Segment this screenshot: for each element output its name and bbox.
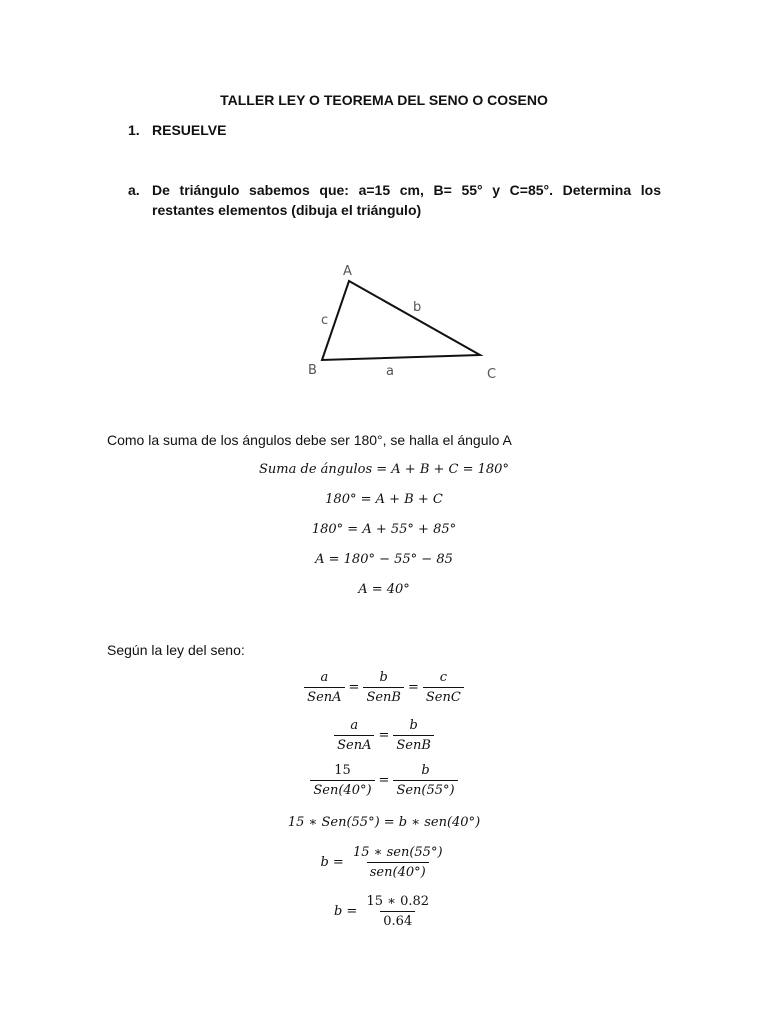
vertex-c-label: C <box>487 367 497 382</box>
sine-law-full: $\frac{a}{\text{SenA}}$ = $\frac{b}{\text{SenB}}$ = $\frac{c}{\text{SenC}}$ <box>0 670 768 705</box>
section-heading <box>128 122 226 138</box>
angle-step-5: A = 40° <box>358 582 410 597</box>
problem-text: De triángulo sabemos que: a=15 cm, B= 55° y C=85°. Determina los restantes elementos (dibuja el triángulo) <box>152 182 661 218</box>
fraction: $\frac{15}{\text{Sen(40°)}}$ <box>310 763 374 798</box>
section-label: RESUELVE <box>152 122 227 138</box>
angle-step-3: 180° = A + 55° + 85° <box>311 522 457 537</box>
triangle-shape <box>322 281 480 360</box>
fraction: $\frac{a}{\text{SenA}}$ <box>334 718 374 753</box>
sine-law-intro: Según la ley del seno: <box>107 642 245 658</box>
fraction: $\frac{b}{\text{Sen(55°)}}$ <box>393 763 457 798</box>
vertex-b-label: B <box>308 363 317 378</box>
angles-intro: Como la suma de los ángulos debe ser 180°, se halla el ángulo A <box>107 432 512 448</box>
triangle-figure <box>298 232 502 388</box>
fraction: $\frac{b}{\text{SenB}}$ <box>363 670 404 705</box>
angle-step-1: Suma de ángulos = A + B + C = 180° <box>259 462 509 477</box>
problem-label: a. <box>128 182 140 198</box>
page-title: TALLER LEY O TEOREMA DEL SENO O COSENO <box>220 92 548 108</box>
solve-b: b = $\frac{\text{15 ∗ sen(55°)}}{\text{sen(40°)}}$ <box>0 845 768 880</box>
fraction: $\frac{b}{\text{SenB}}$ <box>393 718 434 753</box>
side-b-label: b <box>413 300 422 315</box>
problem-statement <box>128 180 661 220</box>
solve-b-numeric: b = $\frac{15 ∗ 0.82}{0.64}$ <box>0 894 768 929</box>
fraction: $\frac{c}{\text{SenC}}$ <box>423 670 464 705</box>
sine-law-ab: $\frac{a}{\text{SenA}}$ = $\frac{b}{\text{SenB}}$ <box>0 718 768 753</box>
angle-step-2: 180° = A + B + C <box>325 492 443 507</box>
section-number: 1. <box>128 122 140 138</box>
side-a-label: a <box>386 364 394 379</box>
cross-multiplication: 15 ∗ Sen(55°) = b ∗ sen(40°) <box>287 815 481 830</box>
side-c-label: c <box>321 313 329 328</box>
fraction: $\frac{\text{15 ∗ sen(55°)}}{\text{sen(40°)}}$ <box>352 845 443 880</box>
vertex-a-label: A <box>343 264 352 279</box>
angle-step-4: A = 180° − 55° − 85 <box>315 552 453 567</box>
fraction: $\frac{15 ∗ 0.82}{0.64}$ <box>366 894 430 929</box>
sine-law-substitution: $\frac{15}{\text{Sen(40°)}}$ = $\frac{b}{\text{Sen(55°)}}$ <box>0 763 768 798</box>
fraction: $\frac{a}{\text{SenA}}$ <box>304 670 344 705</box>
